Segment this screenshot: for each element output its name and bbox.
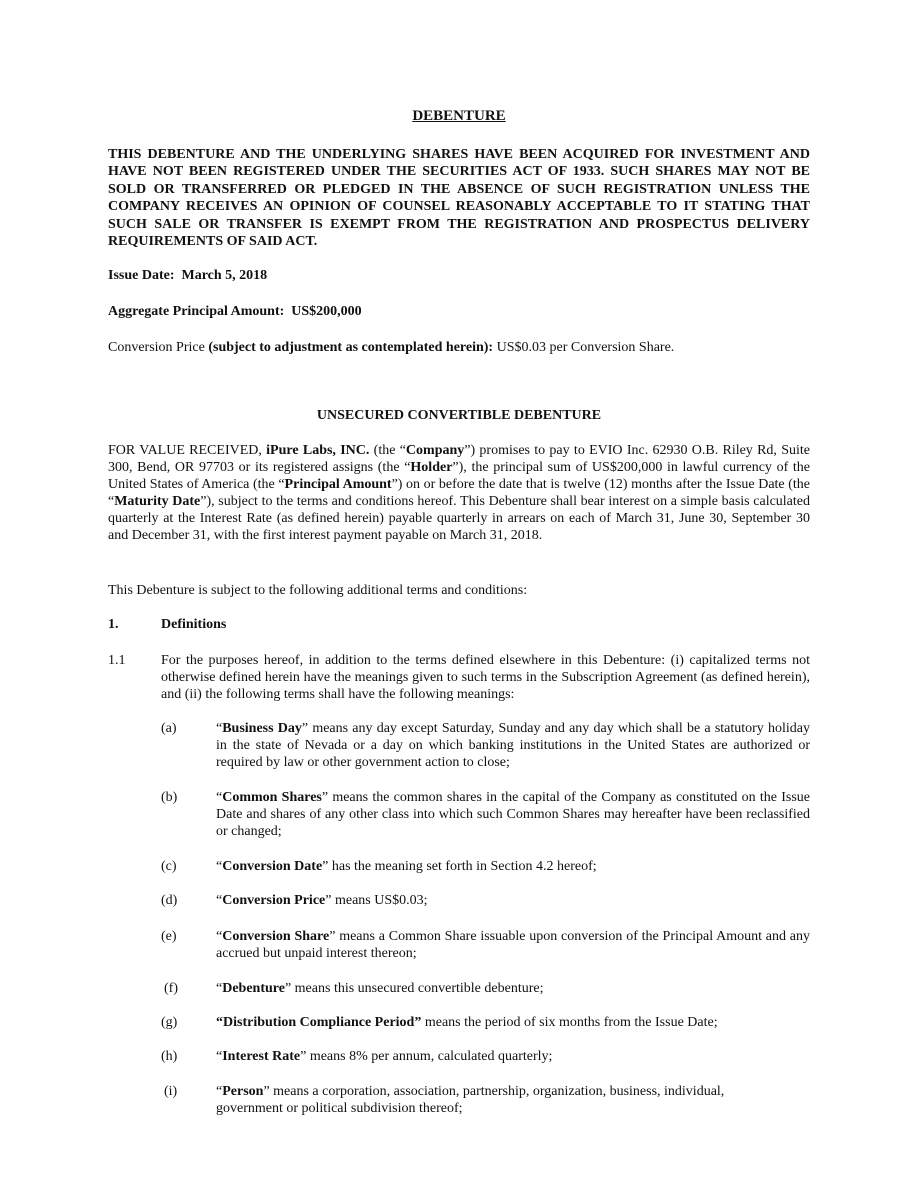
- principal-amount-line: [108, 303, 810, 320]
- definition-conversion-share: [216, 928, 810, 962]
- quote-close: ”: [284, 981, 292, 996]
- quote-close: ”: [329, 929, 336, 944]
- issue-date-label: Issue Date:: [108, 268, 175, 283]
- definition-text: means 8% per annum, calculated quarterly;: [306, 1049, 553, 1064]
- defined-term: Common Shares: [222, 790, 322, 805]
- definition-text: means any day except Saturday, Sunday and any day which shall be a statutory holiday in the state of Nevada or a day on which banking institutions in the United States are authorized or required by law or other government action to close;: [216, 721, 811, 770]
- conversion-price-value: US$0.03 per Conversion Share.: [493, 340, 675, 355]
- quote-open: “: [216, 929, 223, 944]
- defined-term: Debenture: [222, 981, 285, 996]
- definition-common-shares: [216, 789, 810, 840]
- conversion-price-line: [108, 339, 810, 356]
- defined-term: Conversion Share: [222, 929, 330, 944]
- section-1-heading: Definitions: [161, 617, 227, 632]
- definition-conversion-date: [216, 858, 810, 875]
- quote-open: “: [216, 721, 223, 736]
- quote-open: “: [216, 1084, 223, 1099]
- definition-distribution-compliance-period: [216, 1014, 810, 1031]
- definition-label: (e): [161, 929, 177, 944]
- conversion-price-qualifier: (subject to adjustment as contemplated herein):: [208, 340, 494, 355]
- clause-1-1-number: 1.1: [108, 653, 126, 668]
- intro-text-6: ”), subject to the terms and conditions hereof. This Debenture shall bear interest on a simple basis calculated quarterly at the Interest Rate (as defined herein) payable quarterly in arrears on each of March 31, June 30, September 30 and December 31, with the first interest payment payable on March 31, 2018.: [108, 494, 810, 543]
- intro-text-1: FOR VALUE RECEIVED,: [108, 443, 267, 458]
- section-subtitle: UNSECURED CONVERTIBLE DEBENTURE: [316, 408, 602, 423]
- quote-open: “: [216, 790, 223, 805]
- holder-term: Holder: [410, 460, 453, 475]
- clause-1-1-text: For the purposes hereof, in addition to the terms defined elsewhere in this Debenture: (i) capitalized terms not otherwise defined herein have the meanings given to such terms in the Subscription Agreement (as defined herein), and (ii) the following terms shall have the following meanings:: [161, 653, 810, 702]
- definition-label: (f): [164, 981, 178, 996]
- intro-text-3: ”) promises to pay to EVIO Inc. 62930 O.B. Riley Rd, Suite 300, Bend, OR 97703 or its registered assigns (the “: [108, 443, 810, 475]
- principal-term: Principal Amount: [284, 477, 392, 492]
- company-name: iPure Labs, INC.: [266, 443, 370, 458]
- intro-text-5: ”) on or before the date that is twelve (12) months after the Issue Date (the “: [108, 477, 810, 509]
- quote-close: ”: [325, 893, 332, 908]
- defined-term: “Distribution Compliance Period”: [216, 1015, 422, 1030]
- definition-text: means a corporation, association, partnership, organization, business, individual, government or political subdivision thereof;: [216, 1084, 725, 1116]
- section-1-number: 1.: [108, 617, 119, 632]
- definition-label: (b): [161, 790, 178, 805]
- subject-line: This Debenture is subject to the following additional terms and conditions:: [108, 583, 528, 598]
- definition-label: (i): [164, 1084, 178, 1099]
- quote-open: “: [216, 981, 223, 996]
- definition-label: (d): [161, 893, 178, 908]
- document-title: DEBENTURE: [412, 108, 506, 124]
- definition-label: (a): [161, 721, 177, 736]
- definition-text: has the meaning set forth in Section 4.2 hereof;: [328, 859, 597, 874]
- intro-paragraph: [108, 442, 810, 544]
- principal-amount-label: Aggregate Principal Amount:: [108, 304, 285, 319]
- quote-close: ”: [263, 1084, 270, 1099]
- definition-person: [216, 1083, 776, 1117]
- maturity-term: Maturity Date: [114, 494, 201, 509]
- definition-label: (g): [161, 1015, 178, 1030]
- quote-close: ”: [300, 1049, 307, 1064]
- definition-text: means this unsecured convertible debenture;: [291, 981, 544, 996]
- quote-open: “: [216, 1049, 223, 1064]
- quote-close: ”: [322, 859, 329, 874]
- definition-label: (c): [161, 859, 177, 874]
- defined-term: Conversion Price: [222, 893, 326, 908]
- issue-date-value: March 5, 2018: [181, 268, 268, 283]
- quote-open: “: [216, 893, 223, 908]
- definition-business-day: [216, 720, 810, 771]
- defined-term: Business Day: [222, 721, 302, 736]
- definition-interest-rate: [216, 1048, 810, 1065]
- defined-term: Interest Rate: [222, 1049, 301, 1064]
- quote-close: ”: [321, 790, 329, 805]
- principal-amount-value: US$200,000: [291, 304, 362, 319]
- securities-legend: THIS DEBENTURE AND THE UNDERLYING SHARES HAVE BEEN ACQUIRED FOR INVESTMENT AND HAVE NOT BEEN REGISTERED UNDER THE SECURITIES ACT OF 1933. SUCH SHARES MAY NOT BE SOLD OR TRANSFERRED OR PLEDGED IN THE ABSENCE OF SUCH REGISTRATION UNLESS THE COMPANY RECEIVES AN OPINION OF COUNSEL REASONABLY ACCEPTABLE TO IT STATING THAT SUCH SALE OR TRANSFER IS EXEMPT FROM THE REGISTRATION AND PROSPECTUS DELIVERY REQUIREMENTS OF SAID ACT.: [108, 147, 810, 250]
- intro-text-4: ”), the principal sum of US$200,000 in lawful currency of the United States of America (the “: [108, 460, 810, 492]
- definition-debenture: [216, 980, 810, 997]
- definition-label: (h): [161, 1049, 178, 1064]
- quote-open: “: [216, 859, 223, 874]
- definition-conversion-price: [216, 892, 810, 909]
- definition-text: means the period of six months from the Issue Date;: [421, 1015, 718, 1030]
- company-term: Company: [405, 443, 465, 458]
- issue-date-line: [108, 267, 810, 284]
- defined-term: Conversion Date: [222, 859, 323, 874]
- definition-text: means a Common Share issuable upon conversion of the Principal Amount and any accrued but unpaid interest thereon;: [216, 929, 810, 961]
- quote-close: ”: [301, 721, 309, 736]
- intro-text-2: (the “: [369, 443, 406, 458]
- definition-text: means US$0.03;: [331, 893, 428, 908]
- definition-text: means the common shares in the capital of the Company as constituted on the Issue Date and shares of any other class into which such Common Shares may hereafter have been reclassified or changed;: [216, 790, 810, 839]
- conversion-price-lead: Conversion Price: [108, 340, 209, 355]
- defined-term: Person: [222, 1084, 264, 1099]
